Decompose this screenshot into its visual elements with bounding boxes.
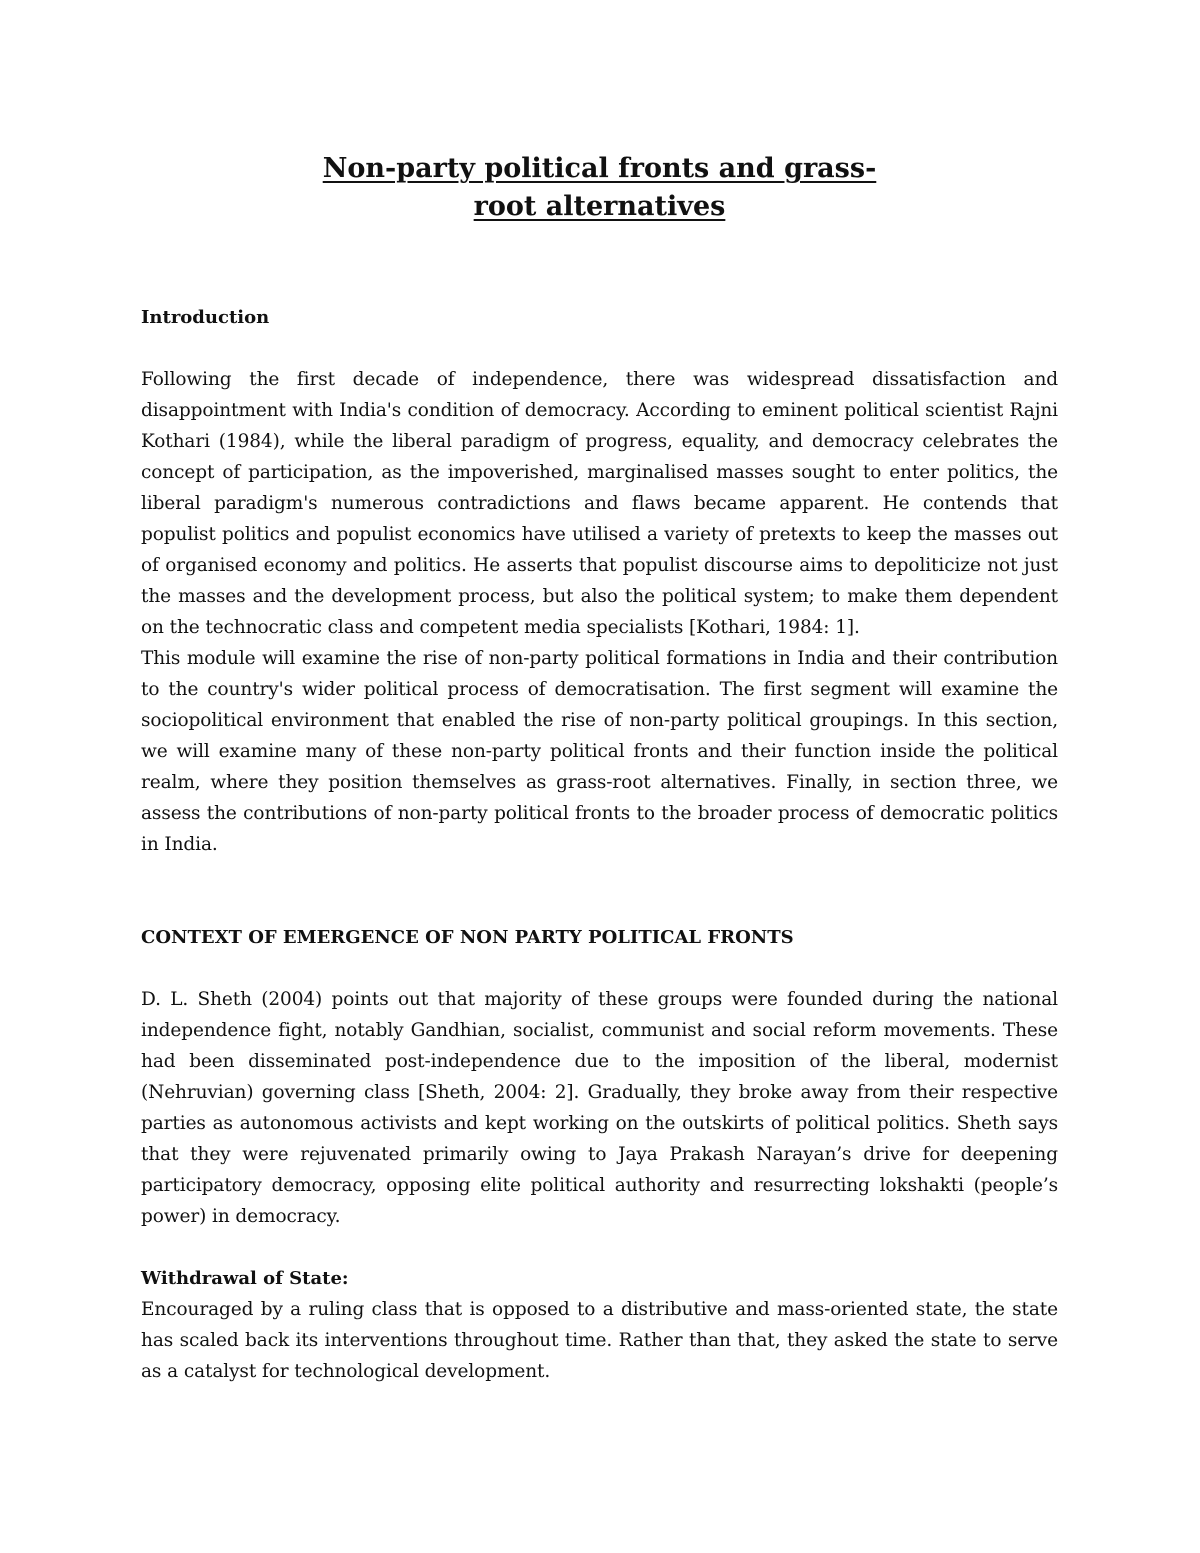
introduction-paragraph-2: This module will examine the rise of non-party political formations in India and their contribution to the country's wider political process of democratisation. The first segment will examine the sociopolitical environment that enabled the rise of non-party political groupings. In this section, we will examine many of these non-party political fronts and their function inside the political realm, where they position themselves as grass-root alternatives. Finally, in section three, we assess the contributions of non-party political fronts to the broader process of democratic politics in India. [141,648,1058,855]
title-line-2: root alternatives [473,191,726,222]
introduction-heading: Introduction [141,307,270,328]
introduction-paragraph-1: Following the first decade of independence, there was widespread dissatisfaction and disappointment with India's condition of democracy. According to eminent political scientist Rajni Kothari (1984), while the liberal paradigm of progress, equality, and democracy celebrates the concept of participation, as the impoverished, marginalised masses sought to enter politics, the liberal paradigm's numerous contradictions and flaws became apparent. He contends that populist politics and populist economics have utilised a variety of pretexts to keep the masses out of organised economy and politics. He asserts that populist discourse aims to depoliticize not just the masses and the development process, but also the political system; to make them dependent on the technocratic class and competent media specialists [Kothari, 1984: 1]. [141,369,1058,638]
context-heading: CONTEXT OF EMERGENCE OF NON PARTY POLITICAL FRONTS [141,927,794,948]
withdrawal-paragraph: Encouraged by a ruling class that is opposed to a distributive and mass-oriented state, the state has scaled back its interventions throughout time. Rather than that, they asked the state to serve as a catalyst for technological development. [141,1299,1058,1382]
document-page [141,140,1058,1387]
withdrawal-heading: Withdrawal of State: [141,1268,349,1289]
document-title [141,150,1058,226]
title-line-1: Non-party political fronts and grass- [322,153,877,184]
context-paragraph: D. L. Sheth (2004) points out that majority of these groups were founded during the national independence fight, notably Gandhian, socialist, communist and social reform movements. These had been disseminated post-independence due to the imposition of the liberal, modernist (Nehruvian) governing class [Sheth, 2004: 2]. Gradually, they broke away from their respective parties as autonomous activists and kept working on the outskirts of political politics. Sheth says that they were rejuvenated primarily owing to Jaya Prakash Narayan’s drive for deepening participatory democracy, opposing elite political authority and resurrecting lokshakti (people’s power) in democracy. [141,989,1058,1227]
